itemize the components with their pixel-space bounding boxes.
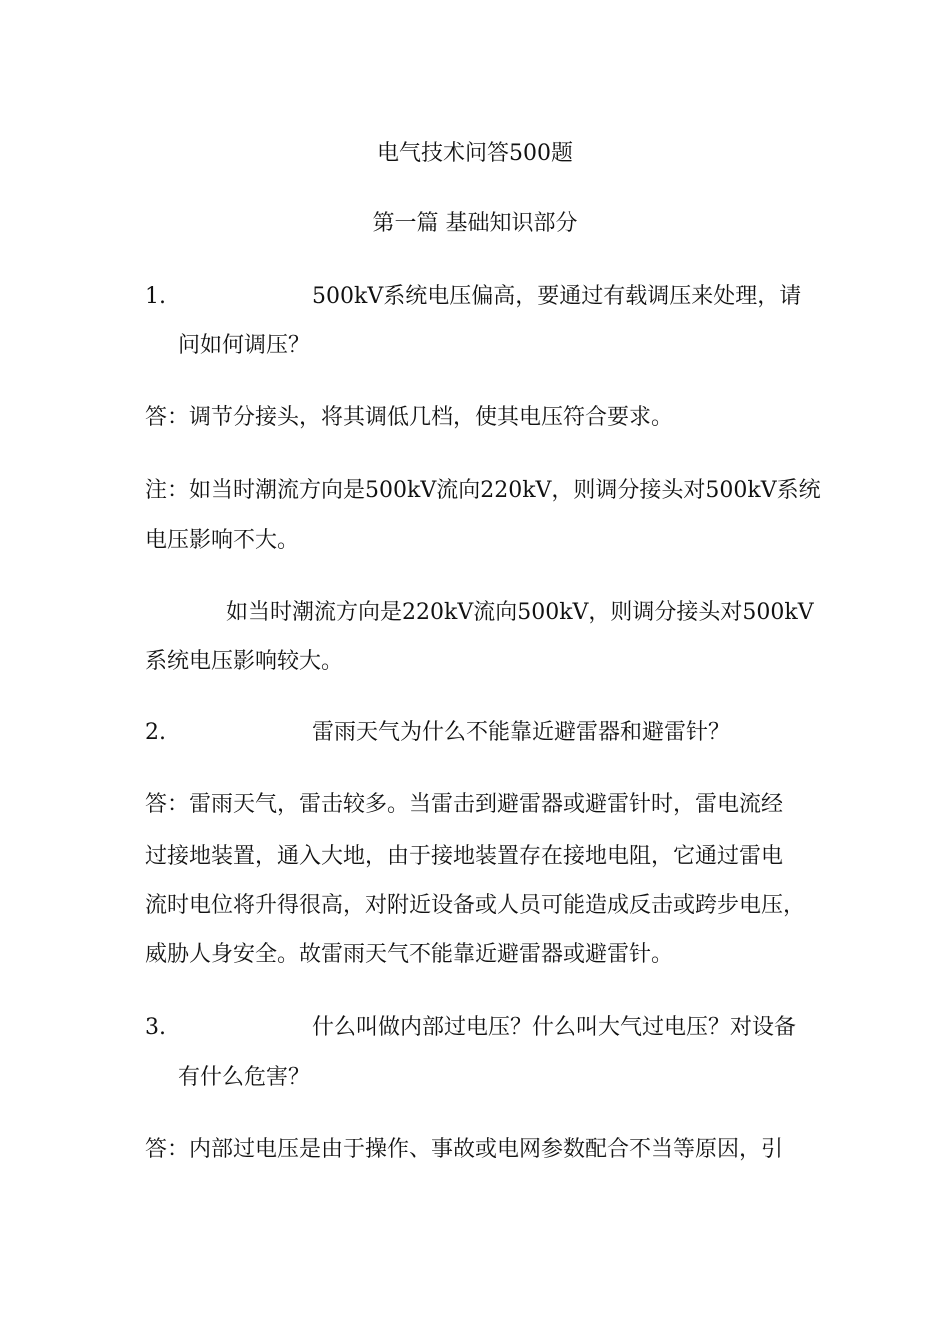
- question-2-line-1: 雷雨天气为什么不能靠近避雷器和避雷针？: [312, 720, 731, 745]
- question-3-line-1: 什么叫做内部过电压？什么叫大气过电压？对设备: [312, 1015, 797, 1040]
- answer-2-line-2: 过接地装置，通入大地，由于接地装置存在接地电阻，它通过雷电: [145, 844, 784, 869]
- question-1-line-2: 问如何调压？: [178, 333, 311, 358]
- question-3-line-2: 有什么危害？: [178, 1065, 311, 1090]
- note-1-line-1: 注：如当时潮流方向是500kV流向220kV，则调分接头对500kV系统: [145, 478, 821, 503]
- note-2-line-1: 如当时潮流方向是220kV流向500kV，则调分接头对500kV: [226, 600, 814, 625]
- answer-1: 答：调节分接头，将其调低几档，使其电压符合要求。: [145, 405, 674, 430]
- document-title: 电气技术问答500题: [377, 141, 573, 166]
- part-title: 第一篇 基础知识部分: [372, 211, 578, 236]
- answer-2-line-3: 流时电位将升得很高，对附近设备或人员可能造成反击或跨步电压，: [145, 893, 806, 918]
- question-1-line-1: 500kV系统电压偏高，要通过有载调压来处理，请: [312, 284, 802, 309]
- question-2-number: 2.: [145, 720, 166, 745]
- question-3-number: 3.: [145, 1015, 166, 1040]
- note-1-line-2: 电压影响不大。: [145, 528, 300, 553]
- answer-3-line-1: 答：内部过电压是由于操作、事故或电网参数配合不当等原因，引: [145, 1137, 784, 1162]
- answer-2-line-1: 答：雷雨天气，雷击较多。当雷击到避雷器或避雷针时，雷电流经: [145, 792, 784, 817]
- answer-2-line-4: 威胁人身安全。故雷雨天气不能靠近避雷器或避雷针。: [145, 942, 674, 967]
- note-2-line-2: 系统电压影响较大。: [145, 649, 344, 674]
- question-1-number: 1.: [145, 284, 166, 309]
